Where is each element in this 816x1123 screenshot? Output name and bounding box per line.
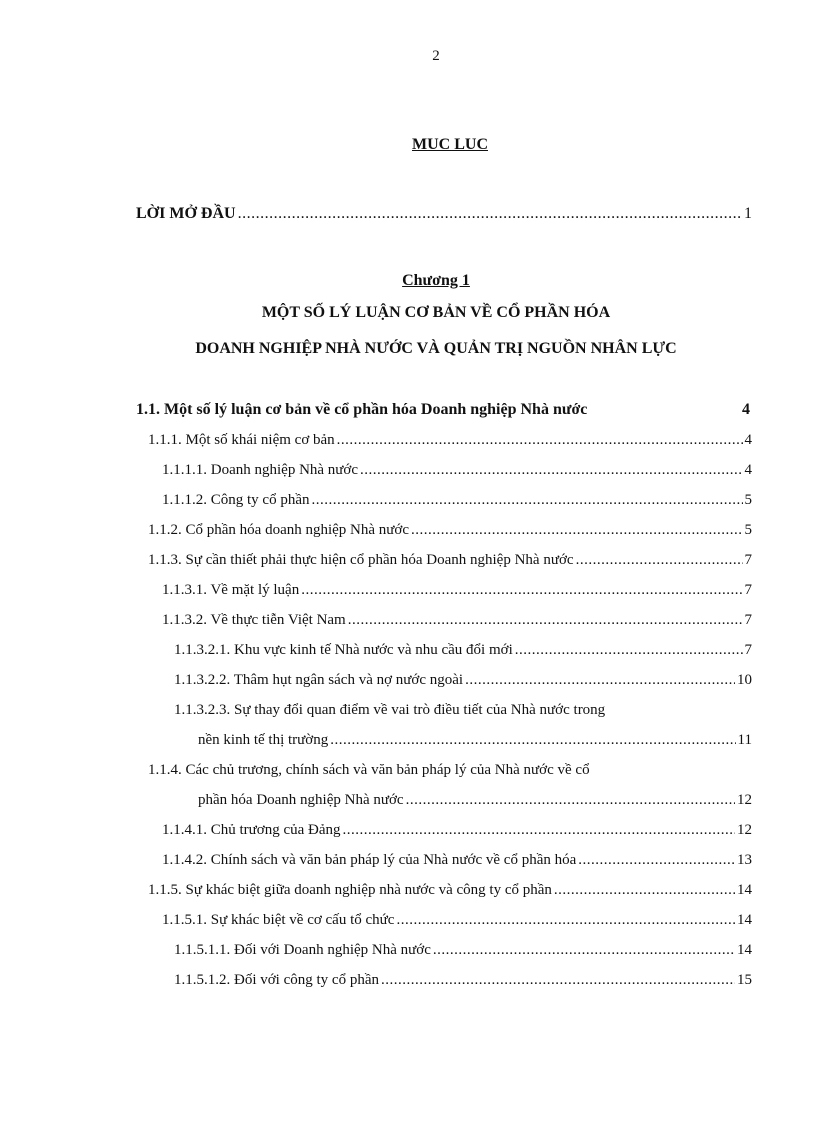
intro-label: LỜI MỞ ĐẦU bbox=[136, 205, 236, 222]
toc-entry-label: 1.1.1.2. Công ty cổ phần bbox=[162, 492, 310, 508]
toc-entry-label: 1.1.1. Một số khái niệm cơ bản bbox=[148, 432, 335, 448]
dot-leader bbox=[411, 518, 742, 542]
dot-leader bbox=[301, 578, 742, 602]
toc-entry-1-1-5[interactable] bbox=[136, 878, 752, 908]
toc-entry-1-1-4[interactable] bbox=[136, 758, 752, 818]
toc-entry-1-1-1-2[interactable] bbox=[136, 488, 752, 518]
toc-entry-page: 7 bbox=[744, 582, 752, 598]
toc-entry-1-1-4-1[interactable] bbox=[136, 818, 752, 848]
toc-entry-label-line1: 1.1.3.2.3. Sự thay đổi quan điểm về vai trò điều tiết của Nhà nước trong bbox=[174, 702, 606, 718]
toc-title: MUC LUC bbox=[412, 136, 488, 153]
toc-entry-page: 15 bbox=[737, 972, 752, 988]
dot-leader bbox=[381, 968, 735, 992]
toc-entry-label: 1.1. Một số lý luận cơ bản về cổ phần hóa Doanh nghiệp Nhà nước bbox=[136, 401, 588, 418]
toc-entry-page: 4 bbox=[744, 462, 752, 478]
dot-leader bbox=[406, 788, 735, 812]
dot-leader bbox=[554, 878, 735, 902]
dot-leader bbox=[465, 668, 735, 692]
toc-entry-1-1-3-2-3[interactable] bbox=[136, 698, 752, 758]
toc-entry-1-1-5-1[interactable] bbox=[136, 908, 752, 938]
toc-entry-page: 12 bbox=[737, 822, 752, 838]
toc-entry-label: 1.1.3.1. Về mặt lý luận bbox=[162, 582, 300, 598]
dot-leader bbox=[515, 638, 743, 662]
toc-entry-label-line1: 1.1.4. Các chủ trương, chính sách và văn bản pháp lý của Nhà nước về cổ bbox=[148, 762, 590, 778]
toc-entry-label-line2: nền kinh tế thị trường bbox=[198, 732, 329, 748]
toc-entry-label: 1.1.3. Sự cần thiết phải thực hiện cổ phần hóa Doanh nghiệp Nhà nước bbox=[148, 552, 574, 568]
toc-list bbox=[136, 398, 752, 998]
dot-leader bbox=[576, 548, 743, 572]
toc-entry-label: 1.1.3.2.2. Thâm hụt ngân sách và nợ nước ngoài bbox=[174, 672, 464, 688]
toc-entry-1-1-3-2-2[interactable] bbox=[136, 668, 752, 698]
dot-leader bbox=[578, 848, 735, 872]
toc-entry-page: 10 bbox=[737, 672, 752, 688]
toc-entry-1-1-5-1-2[interactable] bbox=[136, 968, 752, 998]
toc-entry-1-1-4-2[interactable] bbox=[136, 848, 752, 878]
toc-entry-page: 7 bbox=[744, 642, 752, 658]
toc-entry-1-1-3-1[interactable] bbox=[136, 578, 752, 608]
toc-entry-1-1-2[interactable] bbox=[136, 518, 752, 548]
dot-leader bbox=[312, 488, 743, 512]
toc-entry-1-1-5-1-1[interactable] bbox=[136, 938, 752, 968]
dot-leader bbox=[337, 428, 743, 452]
chapter-title-line1: MỘT SỐ LÝ LUẬN CƠ BẢN VỀ CỔ PHẦN HÓA bbox=[261, 304, 611, 321]
intro-page: 1 bbox=[744, 205, 752, 222]
toc-entry-label: 1.1.3.2.1. Khu vực kinh tế Nhà nước và nhu cầu đổi mới bbox=[174, 642, 513, 658]
toc-entry-1-1-3-2-1[interactable] bbox=[136, 638, 752, 668]
dot-leader bbox=[348, 608, 743, 632]
toc-entry-1-1-1[interactable] bbox=[136, 428, 752, 458]
toc-intro-entry[interactable] bbox=[136, 205, 752, 223]
dot-leader bbox=[433, 938, 735, 962]
toc-entry-label: 1.1.1.1. Doanh nghiệp Nhà nước bbox=[162, 462, 359, 478]
toc-entry-label: 1.1.5. Sự khác biệt giữa doanh nghiệp nhà nước và công ty cổ phần bbox=[148, 882, 552, 898]
toc-entry-page: 7 bbox=[744, 612, 752, 628]
toc-entry-page: 12 bbox=[737, 792, 752, 808]
dot-leader bbox=[396, 908, 735, 932]
toc-entry-1-1-1-1[interactable] bbox=[136, 458, 752, 488]
toc-entry-page: 11 bbox=[737, 732, 752, 748]
toc-entry-label: 1.1.5.1. Sự khác biệt về cơ cấu tổ chức bbox=[162, 912, 395, 928]
toc-entry-label: 1.1.3.2. Về thực tiễn Việt Nam bbox=[162, 612, 346, 628]
dot-leader bbox=[343, 818, 735, 842]
toc-entry-label: 1.1.4.2. Chính sách và văn bản pháp lý của Nhà nước về cổ phần hóa bbox=[162, 852, 577, 868]
toc-entry-label-line2: phần hóa Doanh nghiệp Nhà nước bbox=[198, 792, 404, 808]
dot-leader bbox=[330, 728, 735, 752]
toc-entry-page: 7 bbox=[744, 552, 752, 568]
dot-leader bbox=[238, 205, 742, 223]
toc-entry-label: 1.1.4.1. Chủ trương của Đảng bbox=[162, 822, 341, 838]
toc-entry-page: 13 bbox=[737, 852, 752, 868]
chapter-label: Chương 1 bbox=[402, 272, 470, 289]
toc-entry-page: 14 bbox=[737, 882, 752, 898]
toc-entry-1-1[interactable] bbox=[136, 398, 752, 428]
page-number: 2 bbox=[432, 48, 440, 64]
toc-entry-page: 14 bbox=[737, 912, 752, 928]
toc-entry-page: 5 bbox=[744, 522, 752, 538]
toc-entry-page: 4 bbox=[744, 432, 752, 448]
toc-entry-label: 1.1.5.1.1. Đối với Doanh nghiệp Nhà nước bbox=[174, 942, 431, 958]
toc-entry-page: 4 bbox=[742, 401, 750, 418]
toc-entry-1-1-3-2[interactable] bbox=[136, 608, 752, 638]
dot-leader bbox=[360, 458, 742, 482]
toc-entry-label: 1.1.2. Cổ phần hóa doanh nghiệp Nhà nước bbox=[148, 522, 410, 538]
toc-entry-label: 1.1.5.1.2. Đối với công ty cổ phần bbox=[174, 972, 379, 988]
toc-entry-page: 5 bbox=[744, 492, 752, 508]
toc-entry-page: 14 bbox=[737, 942, 752, 958]
chapter-title-line2: DOANH NGHIỆP NHÀ NƯỚC VÀ QUẢN TRỊ NGUỒN NHÂN LỰC bbox=[195, 340, 677, 357]
toc-entry-1-1-3[interactable] bbox=[136, 548, 752, 578]
